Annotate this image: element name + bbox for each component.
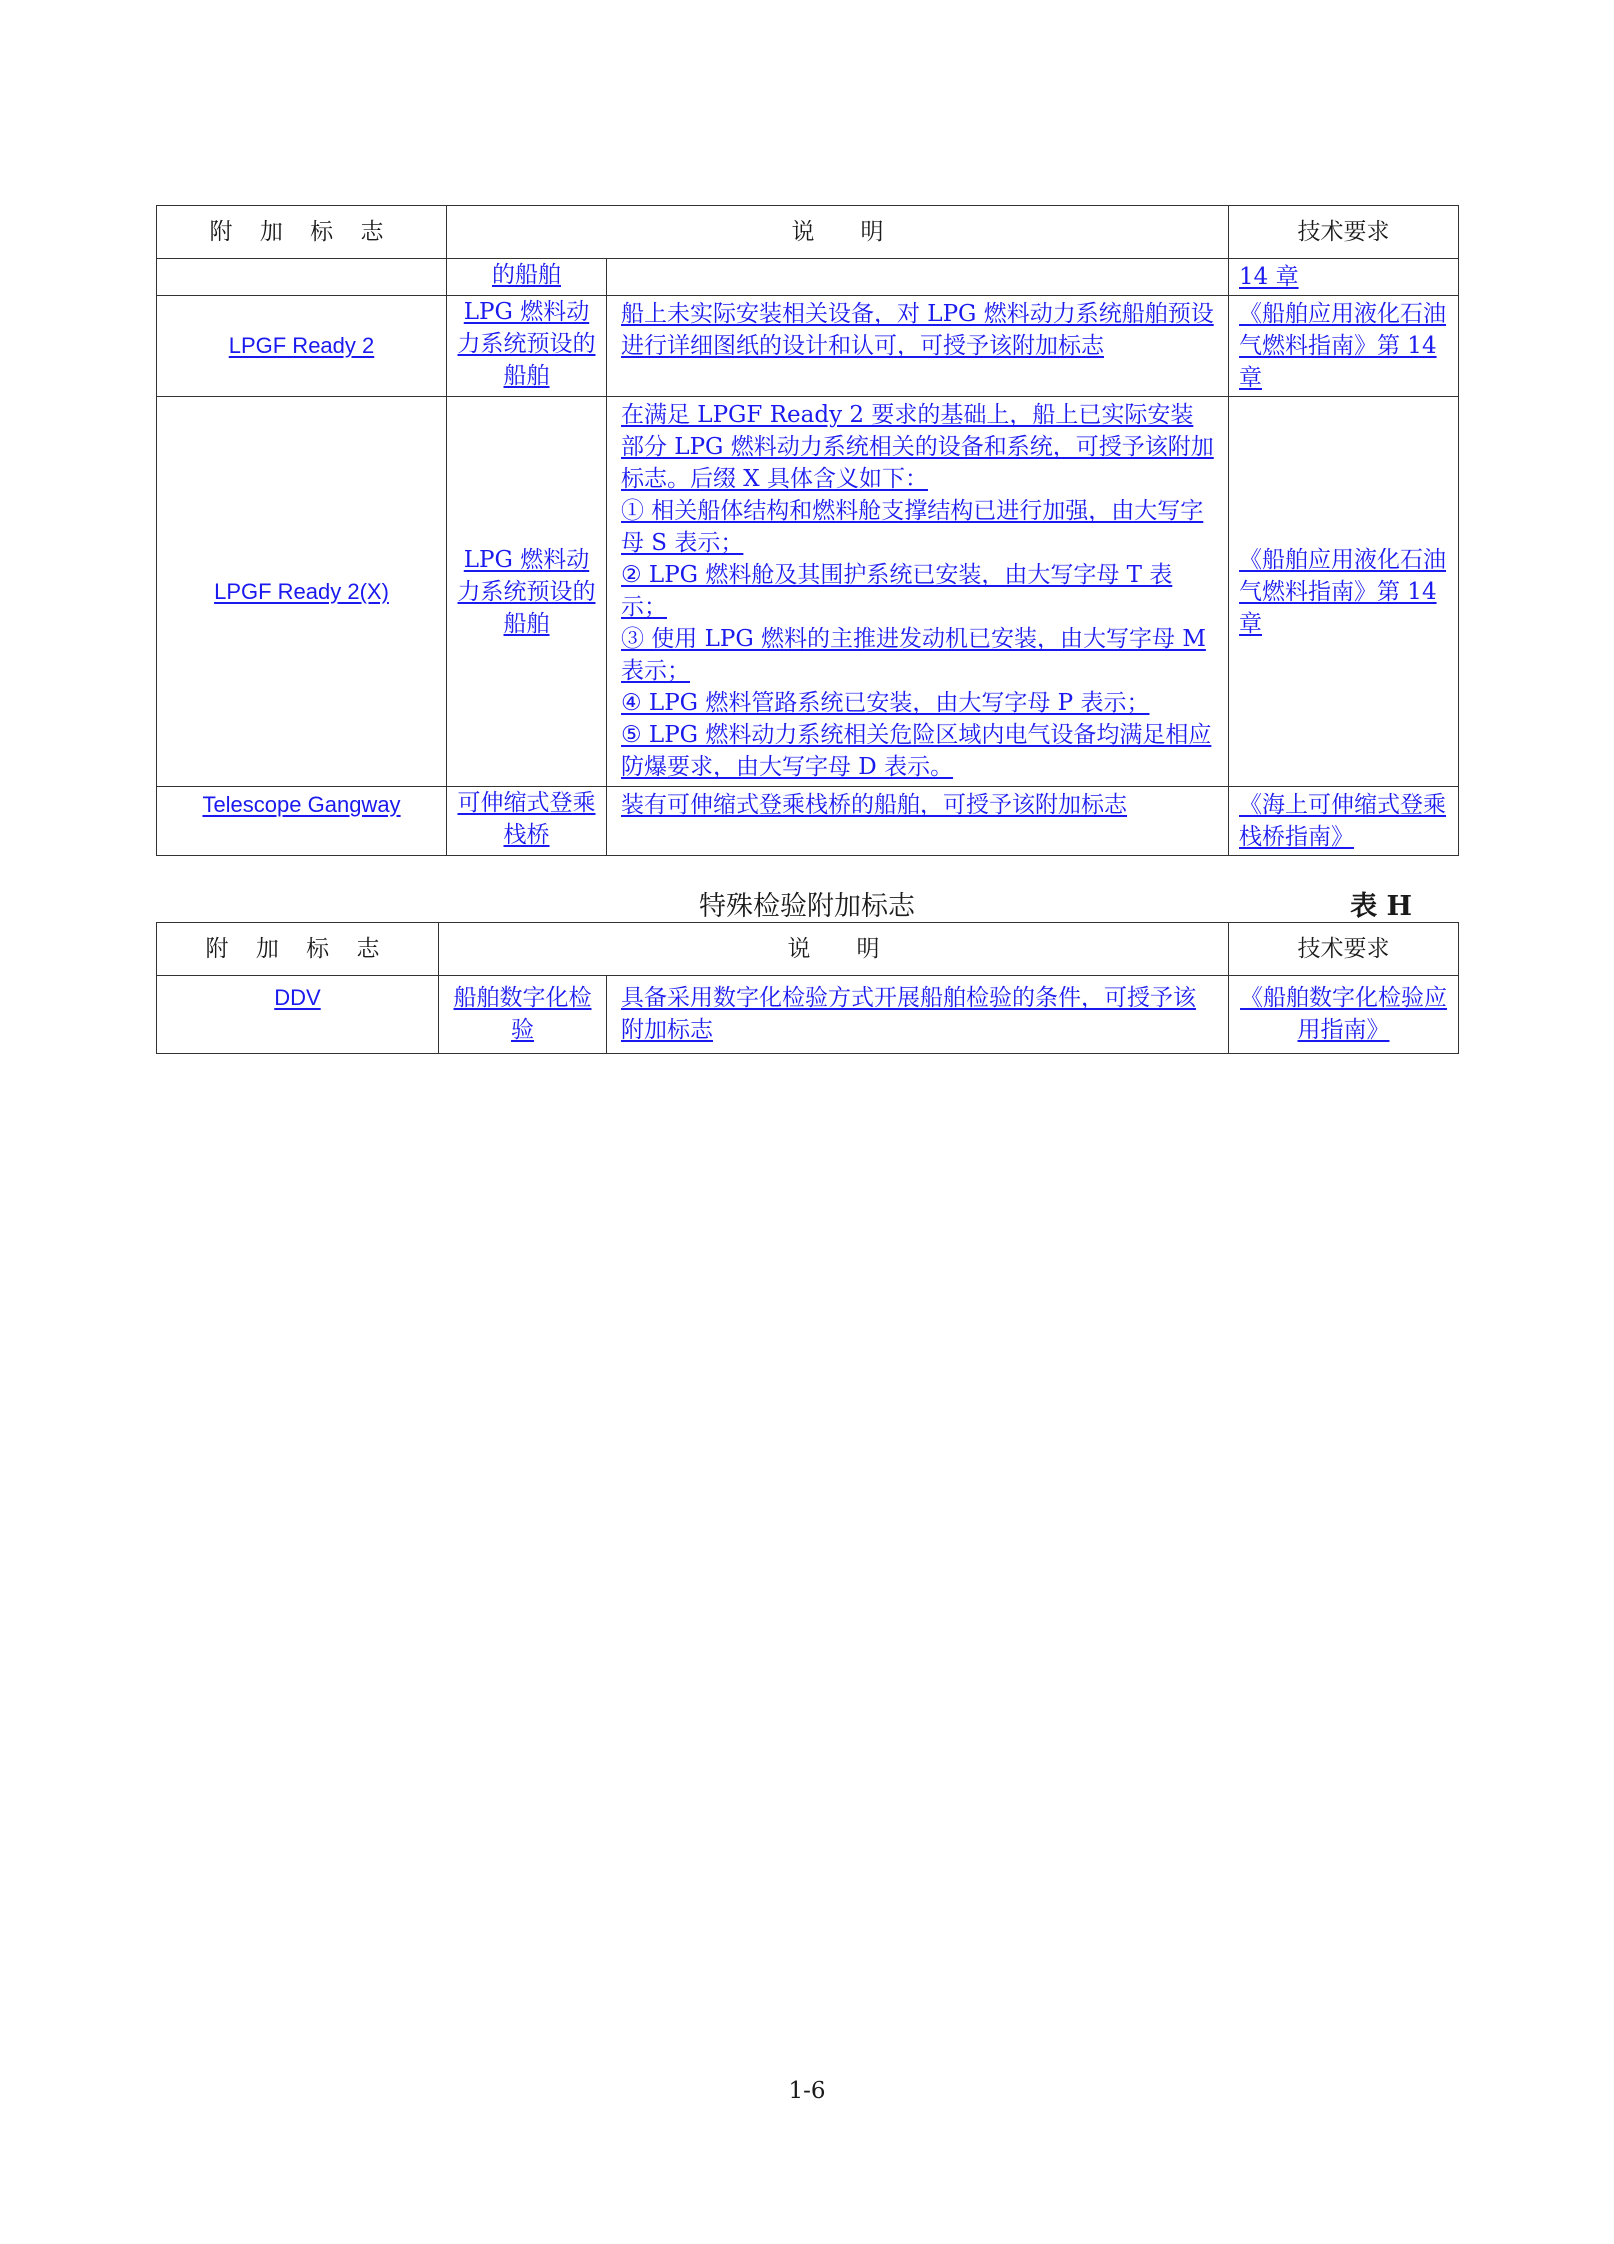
requirement-cell [1229, 397, 1459, 787]
table-number: 表 H [1350, 891, 1412, 922]
table-caption [156, 882, 1458, 922]
mark-cell [157, 259, 447, 296]
mark-cell [157, 397, 447, 787]
name-link[interactable]: 的船舶 [492, 262, 561, 288]
header-description: 说 明 [439, 923, 1229, 976]
description-item-p-link[interactable]: ④ LPG 燃料管路系统已安装，由大写字母 P 表示； [621, 690, 1150, 716]
header-description: 说 明 [447, 206, 1229, 259]
name-cell [447, 259, 607, 296]
description-cell [607, 397, 1229, 787]
requirement-link[interactable]: 14 章 [1239, 264, 1299, 290]
requirement-cell [1229, 976, 1459, 1054]
name-link[interactable]: 可伸缩式登乘栈桥 [457, 790, 596, 848]
name-link[interactable]: 船舶数字化检验 [453, 985, 592, 1043]
description-item-t-link[interactable]: ② LPG 燃料舱及其围护系统已安装，由大写字母 T 表示； [621, 562, 1173, 620]
page-number: 1-6 [788, 2078, 826, 2104]
header-requirement: 技术要求 [1229, 206, 1459, 259]
description-cell [607, 976, 1229, 1054]
name-cell [439, 976, 607, 1054]
mark-link[interactable]: LPGF Ready 2 [228, 333, 375, 358]
mark-link[interactable]: DDV [274, 985, 321, 1010]
description-cell [607, 787, 1229, 856]
requirement-cell [1229, 787, 1459, 856]
mark-cell [157, 976, 439, 1054]
table-header-row [157, 206, 1459, 259]
table-row [157, 296, 1459, 397]
description-item-s-link[interactable]: ① 相关船体结构和燃料舱支撑结构已进行加强，由大写字母 S 表示； [621, 498, 1204, 556]
requirement-link[interactable]: 《船舶应用液化石油气燃料指南》第 14 章 [1239, 546, 1446, 637]
description-cell [607, 296, 1229, 397]
description-cell [607, 259, 1229, 296]
mark-link[interactable]: Telescope Gangway [202, 792, 401, 817]
description-item-m-link[interactable]: ③ 使用 LPG 燃料的主推进发动机已安装，由大写字母 M 表示； [621, 626, 1206, 684]
name-cell [447, 397, 607, 787]
requirement-link[interactable]: 《船舶数字化检验应用指南》 [1240, 985, 1447, 1043]
requirement-cell [1229, 296, 1459, 397]
header-requirement: 技术要求 [1229, 923, 1459, 976]
name-link[interactable]: LPG 燃料动力系统预设的船舶 [457, 546, 596, 637]
special-survey-marks-table [156, 922, 1459, 1054]
description-link[interactable]: 船上未实际安装相关设备，对 LPG 燃料动力系统船舶预设进行详细图纸的设计和认可，可授予该附加标志 [621, 301, 1214, 359]
name-cell [447, 787, 607, 856]
name-link[interactable]: LPG 燃料动力系统预设的船舶 [457, 299, 596, 389]
table-row [157, 787, 1459, 856]
mark-cell [157, 296, 447, 397]
header-mark: 附 加 标 志 [157, 206, 447, 259]
table-header-row [157, 923, 1459, 976]
requirement-link[interactable]: 《海上可伸缩式登乘栈桥指南》 [1239, 792, 1446, 850]
name-cell [447, 296, 607, 397]
mark-cell [157, 787, 447, 856]
table-row [157, 976, 1459, 1054]
table-row [157, 397, 1459, 787]
requirement-cell [1229, 259, 1459, 296]
description-intro-link[interactable]: 在满足 LPGF Ready 2 要求的基础上，船上已实际安装部分 LPG 燃料动力系统相关的设备和系统，可授予该附加标志。后缀 X 具体含义如下： [621, 402, 1214, 492]
description-link[interactable]: 具备采用数字化检验方式开展船舶检验的条件，可授予该附加标志 [621, 985, 1196, 1043]
mark-link[interactable]: LPGF Ready 2(X) [214, 578, 389, 604]
requirement-link[interactable]: 《船舶应用液化石油气燃料指南》第 14 章 [1239, 301, 1446, 391]
description-link[interactable]: 装有可伸缩式登乘栈桥的船舶，可授予该附加标志 [621, 792, 1127, 818]
table-row [157, 259, 1459, 296]
description-item-d-link[interactable]: ⑤ LPG 燃料动力系统相关危险区域内电气设备均满足相应防爆要求，由大写字母 D 表示。 [621, 722, 1212, 780]
additional-marks-table-continued [156, 205, 1459, 856]
header-mark: 附 加 标 志 [157, 923, 439, 976]
table-title: 特殊检验附加标志 [699, 891, 915, 922]
